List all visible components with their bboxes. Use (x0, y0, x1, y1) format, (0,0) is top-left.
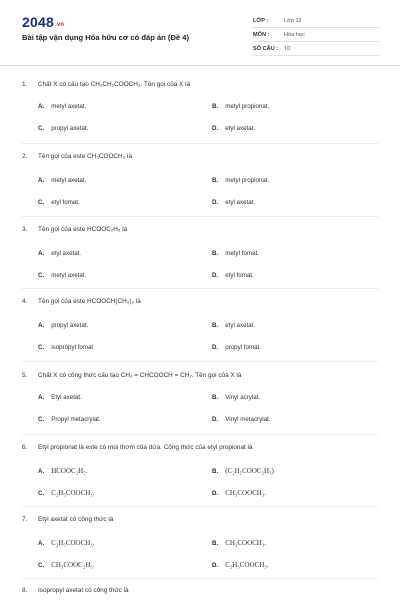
option-letter: B. (212, 540, 219, 547)
option-text: CH₃COOC₂H₅. (51, 561, 95, 569)
option-c[interactable] (38, 272, 86, 279)
logo-text: 2048 (22, 14, 54, 30)
option-c[interactable] (38, 489, 95, 497)
option-letter: B. (212, 394, 219, 401)
info-key: LỚP : (253, 18, 269, 24)
question-2 (22, 153, 392, 206)
option-letter: C. (38, 199, 45, 206)
question-3 (22, 226, 392, 279)
option-text: metyl propionat. (225, 177, 270, 184)
question-text (22, 81, 392, 91)
option-text: CH₃COOCH₃. (225, 539, 267, 547)
option-text: propyl axetat. (51, 322, 89, 329)
option-text: isopropyl fomat (51, 344, 94, 351)
question-text (22, 444, 392, 454)
question-body: Chất X có công thức cấu tạo CH₂ = CHCOOCH = CH₂. Tên gọi của X là (38, 372, 242, 379)
question-text (22, 298, 392, 308)
header-divider (0, 65, 400, 66)
question-body: Chất X có cấu tạo CH₃CH₂COOCH₃. Tên gọi của X là (38, 81, 191, 88)
option-text: Etyl axetat. (51, 394, 82, 401)
option-c[interactable] (38, 125, 88, 132)
question-body: Etyl propionat là este có mùi thơm của dứa. Công thức của etyl propionat là (38, 444, 253, 451)
option-letter: D. (212, 344, 219, 351)
question-divider (22, 578, 378, 579)
question-7 (22, 516, 392, 569)
info-row-count (253, 42, 379, 56)
option-letter: B. (212, 177, 219, 184)
option-a[interactable] (38, 322, 88, 329)
option-text: metyl axetat. (51, 103, 87, 110)
option-b[interactable] (212, 250, 259, 257)
option-text: etyl fomat. (51, 199, 80, 206)
info-row-class (253, 14, 379, 28)
question-body: Isopropyl axetat có công thức là (38, 587, 129, 594)
question-number: 7. (22, 516, 28, 523)
option-text: CH₃COOCH₃. (225, 489, 267, 497)
option-c[interactable] (38, 416, 101, 423)
option-text: etyl fomat. (225, 272, 254, 279)
question-text (22, 153, 392, 163)
question-number: 5. (22, 372, 28, 379)
question-number: 6. (22, 444, 28, 451)
question-number: 8. (22, 587, 28, 594)
option-d[interactable] (212, 125, 255, 132)
info-key: MÔN : (253, 32, 270, 38)
logo-suffix: .vn (54, 22, 65, 28)
option-letter: C. (38, 344, 45, 351)
option-a[interactable] (38, 177, 86, 184)
option-letter: D. (212, 199, 219, 206)
option-letter: C. (38, 490, 45, 497)
question-number: 1. (22, 81, 28, 88)
option-letter: C. (38, 272, 45, 279)
question-text (22, 226, 392, 236)
question-number: 2. (22, 153, 28, 160)
option-letter: B. (212, 103, 219, 110)
document-header (0, 0, 400, 64)
option-text: HCOOC₂H₅. (51, 467, 88, 475)
option-text: C₂H₅COOCH₃. (51, 539, 95, 547)
option-text: Vinyl acrylat. (225, 394, 261, 401)
option-text: etyl axetat. (51, 250, 82, 257)
option-text: etyl axetat. (225, 322, 256, 329)
question-divider (22, 434, 378, 435)
option-d[interactable] (212, 489, 266, 497)
info-value: Hóa học (284, 32, 305, 38)
option-d[interactable] (212, 199, 255, 206)
option-letter: D. (212, 490, 219, 497)
page-title: Bài tập vận dụng Hóa hữu cơ có đáp án (Đề 4) (22, 33, 190, 42)
option-b[interactable] (212, 394, 260, 401)
option-text: propyl axetat. (51, 125, 89, 132)
info-row-subject (253, 28, 379, 42)
question-body: Tên gọi của este CH₃COOCH₃ là (38, 153, 132, 160)
site-logo[interactable] (22, 14, 64, 30)
option-text: metyl axetat. (51, 272, 87, 279)
option-b[interactable] (212, 322, 255, 329)
option-text: etyl axetat. (225, 125, 256, 132)
question-8 (22, 587, 392, 597)
option-a[interactable] (38, 467, 87, 475)
question-divider (22, 216, 378, 217)
option-letter: A. (38, 103, 45, 110)
question-number: 4. (22, 298, 28, 305)
option-letter: D. (212, 562, 219, 569)
question-text (22, 516, 392, 526)
option-d[interactable] (212, 344, 261, 351)
option-text: metyl fomat. (225, 250, 259, 257)
option-letter: A. (38, 322, 45, 329)
option-d[interactable] (212, 272, 254, 279)
question-divider (22, 143, 378, 144)
option-letter: B. (212, 250, 219, 257)
question-body: Tên gọi của este HCOOC₂H₅ là (38, 226, 128, 233)
info-value: 10 (284, 46, 291, 52)
option-letter: C. (38, 416, 45, 423)
option-letter: B. (212, 322, 219, 329)
question-body: Etyl axetat có công thức là (38, 516, 114, 523)
question-divider (22, 361, 378, 362)
option-text: propyl fomat. (225, 344, 261, 351)
option-letter: B. (212, 468, 219, 475)
option-c[interactable] (38, 199, 80, 206)
option-text: etyl axetat. (225, 199, 256, 206)
option-d[interactable] (212, 416, 270, 423)
option-letter: C. (38, 562, 45, 569)
option-letter: C. (38, 125, 45, 132)
option-text: Propyl metacrylat. (51, 416, 101, 423)
question-text (22, 587, 392, 597)
option-letter: A. (38, 394, 45, 401)
info-value: Lớp 12 (284, 18, 302, 24)
question-number: 3. (22, 226, 28, 233)
info-key: SỐ CÂU : (253, 46, 279, 52)
option-letter: D. (212, 272, 219, 279)
option-c[interactable] (38, 344, 93, 351)
option-letter: D. (212, 416, 219, 423)
question-5 (22, 372, 392, 423)
option-letter: A. (38, 177, 45, 184)
option-letter: D. (212, 125, 219, 132)
option-text: C₂H₅COOCH₃. (51, 489, 95, 497)
option-c[interactable] (38, 561, 95, 569)
option-b[interactable] (212, 177, 269, 184)
option-text: C₂H₅COOCH₃. (225, 561, 269, 569)
option-a[interactable] (38, 539, 95, 547)
question-body: Tên gọi của este HCOOCH(CH₃)₂ là (38, 298, 141, 305)
option-text: Vinyl metacrylat. (225, 416, 271, 423)
question-1 (22, 81, 392, 132)
option-letter: A. (38, 250, 45, 257)
option-text: (C₂H₅COOC₂H₅) (225, 467, 274, 475)
option-letter: A. (38, 468, 45, 475)
option-b[interactable] (212, 539, 266, 547)
option-letter: A. (38, 540, 45, 547)
question-divider (22, 506, 378, 507)
option-text: metyl axetat. (51, 177, 87, 184)
option-d[interactable] (212, 561, 269, 569)
question-text (22, 372, 392, 382)
info-table (253, 14, 379, 56)
option-a[interactable] (38, 250, 81, 257)
option-text: metyl propionat. (225, 103, 270, 110)
option-b[interactable] (212, 467, 274, 475)
option-a[interactable] (38, 394, 82, 401)
option-b[interactable] (212, 103, 269, 110)
question-4 (22, 298, 392, 351)
question-6 (22, 444, 392, 497)
question-divider (22, 288, 378, 289)
option-a[interactable] (38, 103, 86, 110)
